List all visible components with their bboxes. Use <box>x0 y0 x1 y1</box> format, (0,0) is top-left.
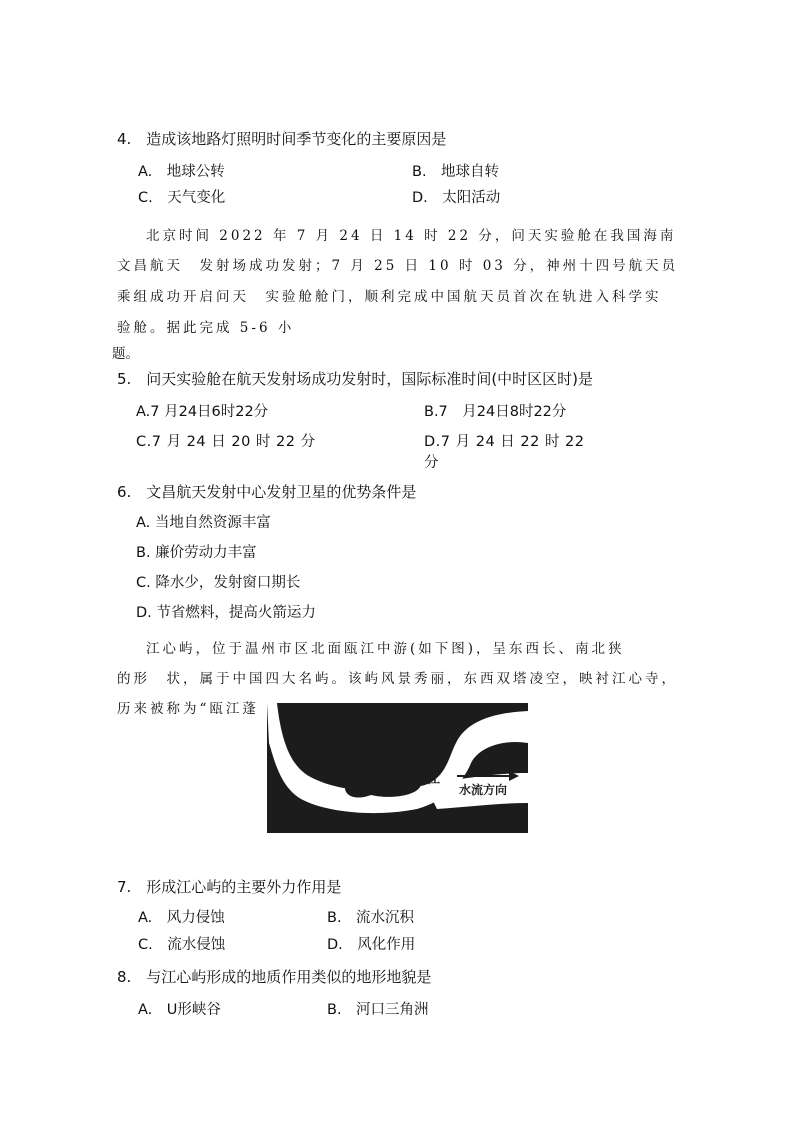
question-7-option-d: D. 风化作用 <box>327 937 416 953</box>
question-7-option-b: B. 流水沉积 <box>327 910 415 926</box>
question-5-option-d-wrap: 分 <box>424 455 439 471</box>
question-5-option-a: A.7 月24日6时22分 <box>136 404 269 420</box>
question-4-stem: 4. 造成该地路灯照明时间季节变化的主要原因是 <box>117 130 447 148</box>
passage-1-line-4: 验舱。据此完成 5-6 小 <box>117 320 295 336</box>
question-7-option-c: C. 流水侵蚀 <box>138 937 226 953</box>
question-7-stem: 7. 形成江心屿的主要外力作用是 <box>117 878 342 896</box>
question-5-option-d: D.7 月 24 日 22 时 22 <box>424 434 585 450</box>
question-6-option-a: A. 当地自然资源丰富 <box>136 515 271 531</box>
question-6-option-d: D. 节省燃料，提高火箭运力 <box>136 605 316 621</box>
passage-1-line-5: 题。 <box>112 346 139 362</box>
question-6-option-b: B. 廉价劳动力丰富 <box>136 545 257 561</box>
question-4-option-c: C. 天气变化 <box>138 190 226 206</box>
map-label-flow-direction: 水流方向 <box>459 783 508 797</box>
passage-1-line-1: 北京时间 2022 年 7 月 24 日 14 时 22 分，问天实验舱在我国海南 <box>146 228 677 244</box>
passage-2-line-2: 的形 状，属于中国四大名屿。该屿风景秀丽，东西双塔凌空，映衬江心寺， <box>117 671 678 687</box>
river-map-svg <box>267 703 528 833</box>
passage-1-line-2: 文昌航天 发射场成功发射；7 月 25 日 10 时 03 分，神州十四号航天员 <box>117 258 679 274</box>
question-8-stem: 8. 与江心屿形成的地质作用类似的地形地貌是 <box>117 968 432 986</box>
question-7-option-a: A. 风力侵蚀 <box>138 910 225 926</box>
question-6-option-c: C. 降水少，发射窗口期长 <box>136 575 301 591</box>
question-5-option-b: B.7 月24日8时22分 <box>424 404 567 420</box>
question-8-option-a: A. U形峡谷 <box>138 1002 221 1018</box>
river-map-figure <box>267 703 528 833</box>
passage-2-line-1: 江心屿，位于温州市区北面瓯江中游(如下图)，呈东西长、南北狭 <box>146 641 625 657</box>
question-4-option-a: A. 地球公转 <box>138 164 225 180</box>
question-4-option-d: D. 太阳活动 <box>412 190 501 206</box>
question-8-option-b: B. 河口三角洲 <box>327 1002 429 1018</box>
map-label-ou: 瓯 <box>287 736 301 751</box>
question-6-stem: 6. 文昌航天发射中心发射卫星的优势条件是 <box>117 483 417 501</box>
passage-2-line-3: 历来被称为“瓯江蓬 <box>117 701 259 717</box>
question-4-option-b: B. 地球自转 <box>412 164 500 180</box>
question-5-option-c: C.7 月 24 日 20 时 22 分 <box>136 434 316 450</box>
map-label-jiang: 江 <box>427 772 441 787</box>
passage-1-line-3: 乘组成功开启问天 实验舱舱门，顺利完成中国航天员首次在轨进入科学实 <box>117 289 662 305</box>
question-5-stem: 5. 问天实验舱在航天发射场成功发射时，国际标准时间(中时区区时)是 <box>117 370 594 388</box>
